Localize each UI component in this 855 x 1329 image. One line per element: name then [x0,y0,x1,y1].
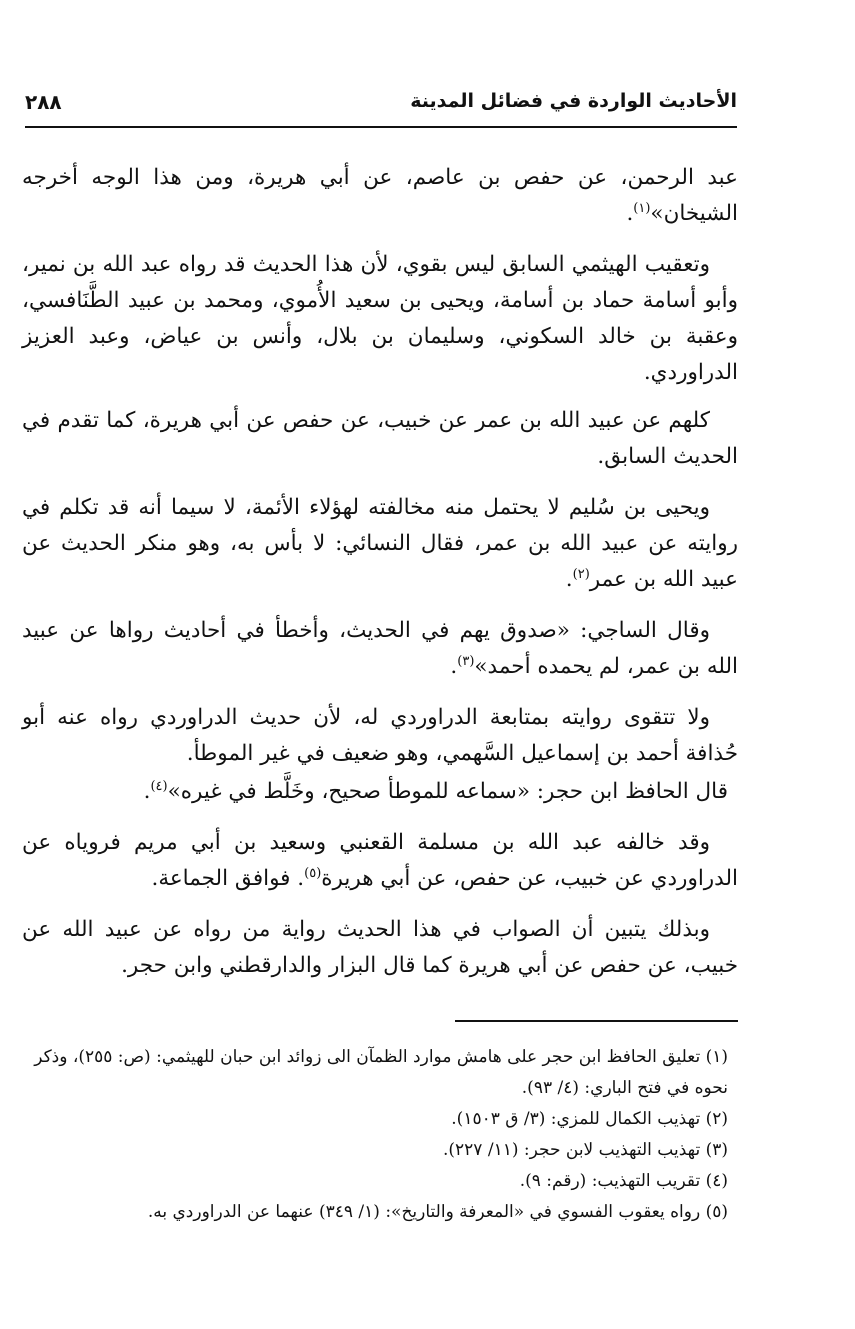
paragraph-text: وقد خالفه عبد الله بن مسلمة القعنبي وسعيد بن أبي مريم فروياه عن الدراوردي عن خبيب، عن حفص، عن أبي هريرة [22,830,738,891]
footnote: (٥) رواه يعقوب الفسوي في «المعرفة والتاريخ»: (١/ ٣٤٩) عنهما عن الدراوردي به. [147,1202,728,1222]
footnote-ref: (٢) [572,566,590,582]
footnote: (٣) تهذيب التهذيب لابن حجر: (١١/ ٢٢٧). [442,1140,728,1160]
paragraph: ويحيى بن سُليم لا يحتمل منه مخالفته لهؤلاء الأئمة، لا سيما أنه قد تكلم في روايته عن عبيد الله بن عمر، فقال النسائي: لا بأس به، وهو منكر الحديث عن عبيد الله بن عمر$^{(٢)}$. [22,495,738,592]
footnote: (٢) تهذيب الكمال للمزي: (٣/ ق ١٥٠٣). [451,1109,728,1129]
footnote: (٤) تقريب التهذيب: (رقم: ٩). [519,1171,728,1191]
paragraph-text: وقال الساجي: «صدوق يهم في الحديث، وأخطأ في أحاديث رواها عن عبيد الله بن عمر، لم يحمده أحمد» [22,618,738,679]
running-header [25,86,737,128]
paragraph-text: عبد الرحمن، عن حفص بن عاصم، عن أبي هريرة، ومن هذا الوجه أخرجه الشيخان» [22,165,738,226]
paragraph [22,912,738,984]
paragraph-text: ولا تتقوى روايته بمتابعة الدراوردي له، لأن حديث الدراوردي رواه عنه أبو حُذافة أحمد بن إسماعيل السَّهمي، وهو ضعيف في غير الموطأ. [22,705,738,766]
paragraph: عبد الرحمن، عن حفص بن عاصم، عن أبي هريرة، ومن هذا الوجه أخرجه الشيخان»$^{(١)}$. [22,165,738,226]
paragraph-text: وبذلك يتبين أن الصواب في هذا الحديث رواية من رواه عن عبيد الله عن خبيب، عن حفص عن أبي هريرة كما قال البزار والدارقطني وابن حجر. [22,917,738,978]
paragraph [22,247,738,391]
footnotes [22,1042,738,1228]
paragraph: قال الحافظ ابن حجر: «سماعه للموطأ صحيح، وخَلَّط في غيره»$^{(٤)}$. [143,778,728,804]
page-number: ٢٨٨ [25,90,62,114]
paragraph [22,700,738,772]
footnote-ref: (٤) [150,778,168,794]
paragraph-text: وتعقيب الهيثمي السابق ليس بقوي، لأن هذا الحديث قد رواه عبد الله بن نمير، وأبو أسامة حماد بن أسامة، ويحيى بن سعيد الأُموي، ومحمد بن عبيد الطَّنَافسي، وعقبة بن خالد السكوني، وسليمان بن بلال، وأنس بن عياض، وعبد العزيز الدراوردي. [22,252,738,385]
footnote-ref: (٥) [304,865,322,881]
paragraph-text: كلهم عن عبيد الله بن عمر عن خبيب، عن حفص عن أبي هريرة، كما تقدم في الحديث السابق. [22,408,738,469]
paragraph-text: ويحيى بن سُليم لا يحتمل منه مخالفته لهؤلاء الأئمة، لا سيما أنه قد تكلم في روايته عن عبيد الله بن عمر، فقال النسائي: لا بأس به، وهو منكر الحديث عن عبيد الله بن عمر [22,495,738,592]
paragraph-tail: . فوافق الجماعة. [151,866,305,891]
footnote-ref: (١) [633,200,651,216]
footnote: (١) تعليق الحافظ ابن حجر على هامش موارد الظمآن الى زوائد ابن حبان للهيثمي: (ص: ٢٥٥)، وذكر نحوه في فتح الباري: (٤/ ٩٣). [34,1047,728,1098]
paragraph [22,825,738,897]
footnote-separator [455,1020,738,1022]
main-text [22,160,738,999]
paragraph [22,403,738,475]
header-title: الأحاديث الواردة في فضائل المدينة [410,90,737,112]
footnote-ref: (٣) [457,653,475,669]
paragraph: وقال الساجي: «صدوق يهم في الحديث، وأخطأ في أحاديث رواها عن عبيد الله بن عمر، لم يحمده أحمد»$^{(٣)}$. [22,618,738,679]
paragraph-text: قال الحافظ ابن حجر: «سماعه للموطأ صحيح، وخَلَّط في غيره» [167,779,728,804]
